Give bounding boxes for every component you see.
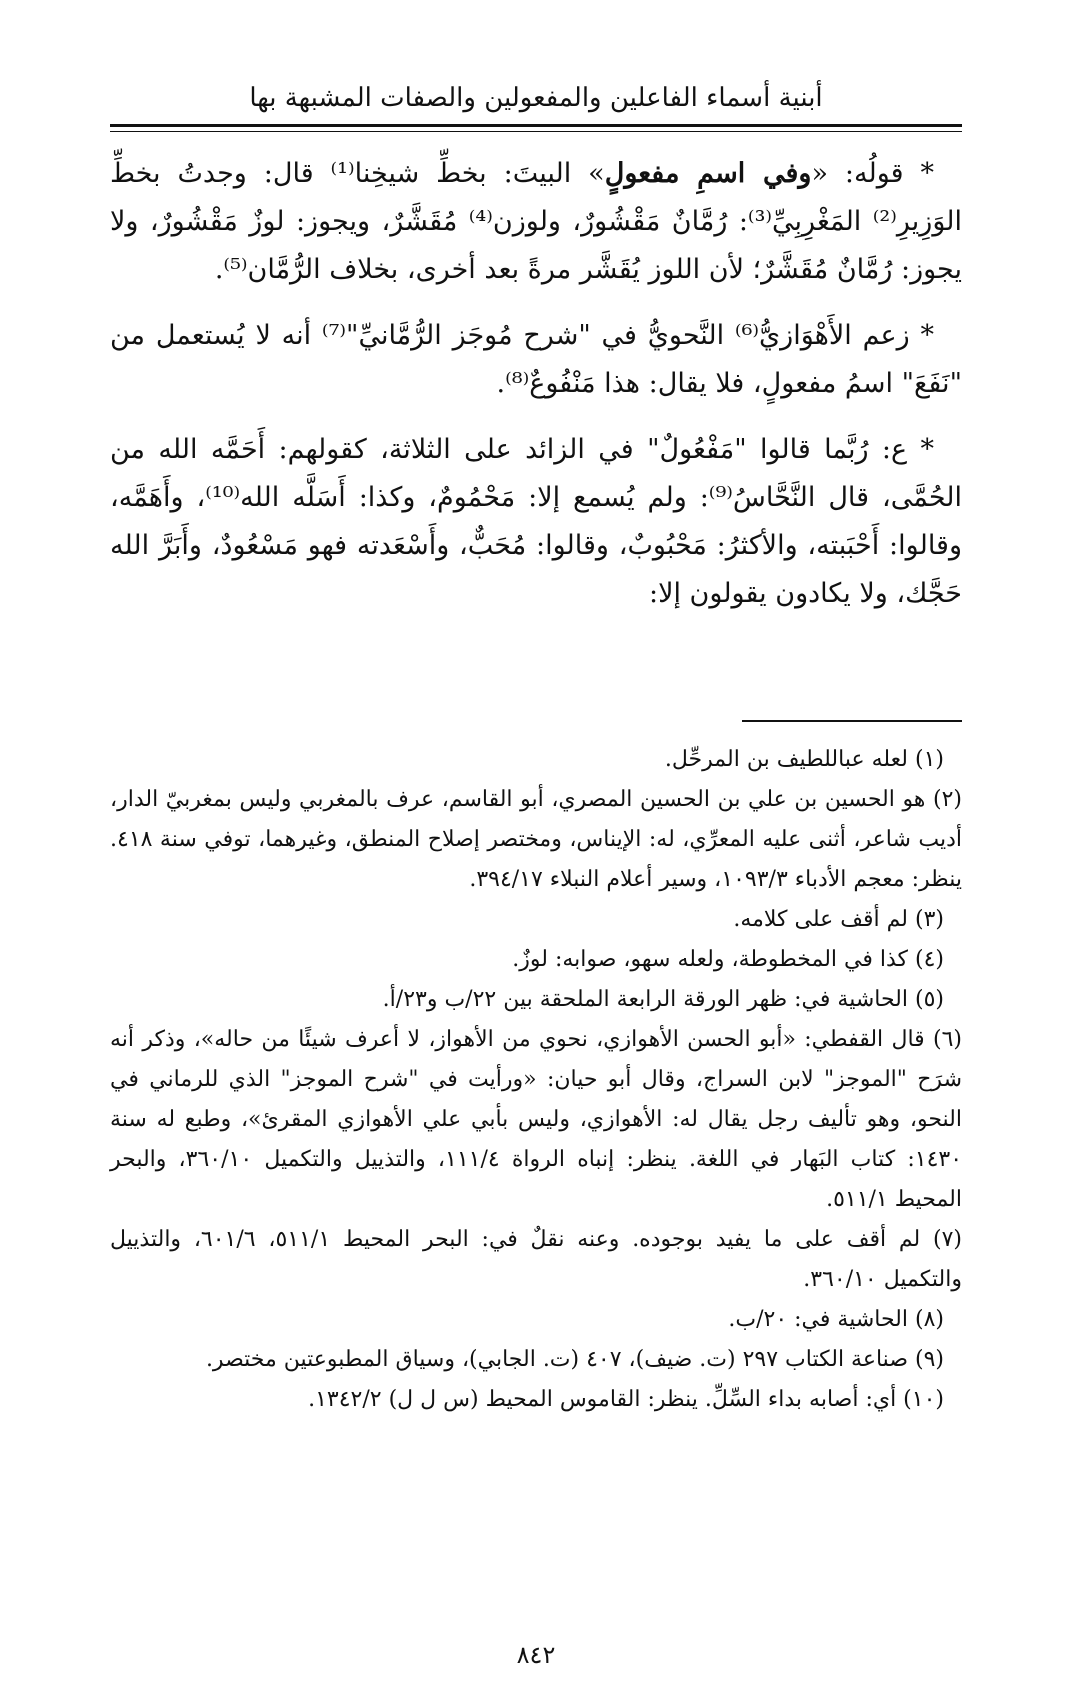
footnote-5: (٥) الحاشية في: ظهر الورقة الرابعة الملحقة بين ٢٢/ب و٢٣/أ.	[382, 987, 944, 1012]
footnote-separator	[742, 720, 962, 722]
footnote-3: (٣) لم أقف على كلامه.	[733, 907, 944, 932]
paragraph-1	[110, 150, 962, 294]
footnote-9: (٩) صناعة الكتاب ٢٩٧ (ت. ضيف)، ٤٠٧ (ت. الجابي)، وسياق المطبوعتين مختصر.	[205, 1347, 944, 1372]
footnote-2: (٢) هو الحسين بن علي بن الحسين المصري، أبو القاسم، عرف بالمغربي وليس بمغربيّ الدار، أديب شاعر، أثنى عليه المعرِّي، له: الإيناس، ومختصر إصلاح المنطق، وغيرهما، توفي سنة ٤١٨. ينظر: معجم الأدباء ١٠٩٣/٣، وسير أعلام النبلاء ٣٩٤/١٧.	[110, 787, 962, 892]
footnote-6: (٦) قال القفطي: «أبو الحسن الأهوازي، نحوي من الأهواز، لا أعرف شيئًا من حاله»، وذكر أنه شرَح "الموجز" لابن السراج، وقال أبو حيان: «ورأيت في "شرح الموجز" الذي للرماني في النحو، وهو تأليف رجل يقال له: الأهوازي، وليس بأبي علي الأهوازي المقرئ»، وطبع له سنة ١٤٣٠: كتاب البَهار في اللغة. ينظر: إنباه الرواة ١١١/٤، والتذييل والتكميل ٣٦٠/١٠، والبحر المحيط ٥١١/١.	[110, 1027, 963, 1212]
paragraph-3: * ع: رُبَّما قالوا "مَفْعُولٌ" في الزائد على الثلاثة، كقولهم: أَحَمَّه الله من الحُمَّى، قال النَّحَّاسُ⁽⁹⁾: ولم يُسمع إلا: مَحْمُومٌ، وكذا: أَسَلَّه الله⁽¹⁰⁾، وأَهَمَّه، وقالوا: أَحْبَبته، والأكثرُ: مَحْبُوبٌ، وقالوا: مُحَبٌّ، وأَسْعَدته فهو مَسْعُودٌ، وأَبَرَّ الله حَجَّك، ولا يكادون يقولون إلا:	[110, 434, 962, 609]
paragraph-1-bold-quote: وفي اسمِ مفعولٍ	[604, 158, 812, 189]
paragraph-2: * زعم الأَهْوَازيُّ⁽⁶⁾ النَّحويُّ في "شرح مُوجَز الرُّمَّانيِّ"⁽⁷⁾ أنه لا يُستعمل من "نَفَعَ" اسمُ مفعولٍ، فلا يقال: هذا مَنْفُوعٌ⁽⁸⁾.	[110, 320, 962, 399]
running-header: أبنية أسماء الفاعلين والمفعولين والصفات المشبهة بها	[249, 83, 823, 113]
footnote-1: (١) لعله عباللطيف بن المرحِّل.	[664, 747, 944, 772]
footnote-7: (٧) لم أقف على ما يفيد بوجوده. وعنه نقلٌ في: البحر المحيط ٥١١/١، ٦٠١/٦، والتذييل والتكميل ٣٦٠/١٠.	[110, 1227, 962, 1292]
footnotes	[110, 740, 962, 1420]
header-rule-thin	[110, 131, 962, 132]
header-rule-thick	[110, 124, 962, 127]
footnote-8: (٨) الحاشية في: ٢٠/ب.	[728, 1307, 944, 1332]
footnote-4: (٤) كذا في المخطوطة، ولعله سهو، صوابه: لوزٌ.	[512, 947, 944, 972]
page-number: ٨٤٢	[516, 1641, 556, 1669]
paragraph-1-rest: » البيتَ: بخطِّ شيخِنا⁽¹⁾ قال: وجدتُ بخطِّ الوَزِيرِ⁽²⁾ المَغْرِبِيِّ⁽³⁾: رُمَّانٌ مَقْشُورٌ، ولوزن⁽⁴⁾ مُقَشَّرٌ، ويجوز: لوزٌ مَقْشُورٌ، ولا يجوز: رُمَّانٌ مُقَشَّرٌ؛ لأن اللوز يُقَشَّر مرةً بعد أخرى، بخلاف الرُّمَّان⁽⁵⁾.	[110, 158, 962, 285]
footnote-10: (١٠) أي: أصابه بداء السِّلِّ. ينظر: القاموس المحيط (س ل ل) ١٣٤٢/٢.	[308, 1387, 944, 1412]
main-text	[110, 150, 962, 636]
paragraph-1-start: * قولُه: «	[811, 158, 934, 189]
